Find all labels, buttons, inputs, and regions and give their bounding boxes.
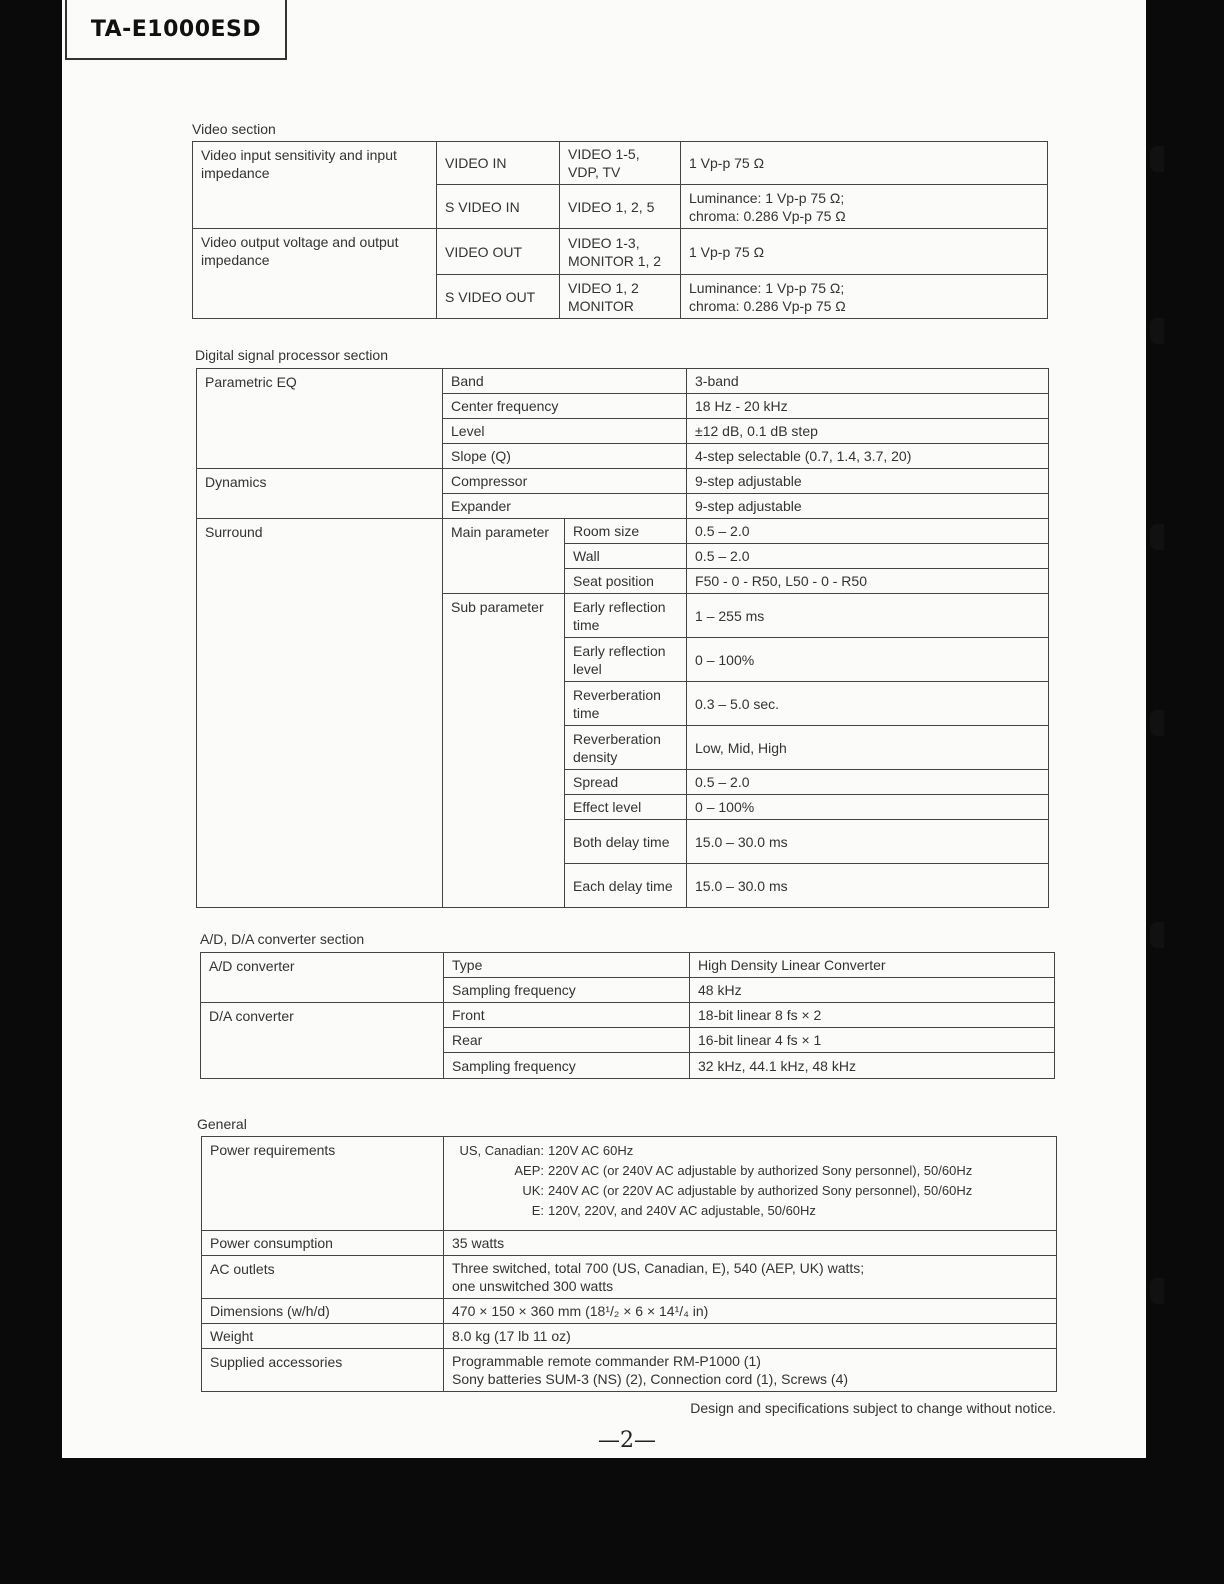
compressor-label: Compressor xyxy=(443,469,687,494)
eq-slope-value: 4-step selectable (0.7, 1.4, 3.7, 20) xyxy=(687,444,1049,469)
wall-value: 0.5 – 2.0 xyxy=(687,544,1049,569)
surround-label: Surround xyxy=(197,519,443,908)
s-video-out-channels: VIDEO 1, 2 MONITOR xyxy=(560,275,681,319)
binder-hole-mark xyxy=(1150,146,1164,172)
sub-parameter-label: Sub parameter xyxy=(443,594,565,908)
da-front-value: 18-bit linear 8 fs × 2 xyxy=(690,1003,1055,1028)
both-delay-time-label: Both delay time xyxy=(565,820,687,864)
ad-sampling-value: 48 kHz xyxy=(690,978,1055,1003)
early-reflection-level-label: Early reflection level xyxy=(565,638,687,682)
spec-line: chroma: 0.286 Vp-p 75 Ω xyxy=(689,207,846,224)
video-out-channels: VIDEO 1-3, MONITOR 1, 2 xyxy=(560,229,681,275)
da-rear-value: 16-bit linear 4 fs × 1 xyxy=(690,1028,1055,1053)
each-delay-time-label: Each delay time xyxy=(565,864,687,908)
s-video-in-spec xyxy=(681,185,1048,229)
s-video-out-spec xyxy=(681,275,1048,319)
eq-center-label: Center frequency xyxy=(443,394,687,419)
power-spec: 220V AC (or 240V AC adjustable by authorized Sony personnel), 50/60Hz xyxy=(548,1163,973,1178)
ad-type-value: High Density Linear Converter xyxy=(690,953,1055,978)
dimensions-label: Dimensions (w/h/d) xyxy=(202,1299,444,1324)
ad-converter-label: A/D converter xyxy=(201,953,444,1003)
reverberation-time-value: 0.3 – 5.0 sec. xyxy=(687,682,1049,726)
s-video-in-channels: VIDEO 1, 2, 5 xyxy=(560,185,681,229)
spec-line: Luminance: 1 Vp-p 75 Ω; xyxy=(689,279,845,296)
da-front-label: Front xyxy=(444,1003,690,1028)
da-converter-label: D/A converter xyxy=(201,1003,444,1079)
spread-value: 0.5 – 2.0 xyxy=(687,770,1049,795)
disclaimer-note: Design and specifications subject to change without notice. xyxy=(690,1400,1056,1416)
accessories-label: Supplied accessories xyxy=(202,1349,444,1392)
power-spec: 120V, 220V, and 240V AC adjustable, 50/60Hz xyxy=(548,1203,816,1218)
wall-label: Wall xyxy=(565,544,687,569)
eq-center-value: 18 Hz - 20 kHz xyxy=(687,394,1049,419)
da-sampling-label: Sampling frequency xyxy=(444,1053,690,1079)
power-spec: 120V AC 60Hz xyxy=(548,1143,634,1158)
adda-section-title: A/D, D/A converter section xyxy=(200,931,365,947)
weight-value: 8.0 kg (17 lb 11 oz) xyxy=(444,1324,1057,1349)
s-video-out-connector: S VIDEO OUT xyxy=(437,275,560,319)
general-spec-table xyxy=(201,1136,1057,1392)
power-region: UK: xyxy=(522,1183,544,1198)
room-size-label: Room size xyxy=(565,519,687,544)
spec-line: Programmable remote commander RM-P1000 (1) xyxy=(452,1353,761,1369)
s-video-in-connector: S VIDEO IN xyxy=(437,185,560,229)
dsp-spec-table xyxy=(196,368,1049,908)
power-requirements-label: Power requirements xyxy=(202,1137,444,1231)
ad-type-label: Type xyxy=(444,953,690,978)
page-number: —2— xyxy=(598,1428,656,1453)
spec-line: Luminance: 1 Vp-p 75 Ω; xyxy=(689,189,845,206)
da-sampling-value: 32 kHz, 44.1 kHz, 48 kHz xyxy=(690,1053,1055,1079)
reverberation-density-label: Reverberation density xyxy=(565,726,687,770)
power-region: AEP: xyxy=(514,1163,544,1178)
eq-level-value: ±12 dB, 0.1 dB step xyxy=(687,419,1049,444)
power-region: US, Canadian: xyxy=(459,1143,544,1158)
power-consumption-label: Power consumption xyxy=(202,1231,444,1256)
expander-label: Expander xyxy=(443,494,687,519)
spec-line: one unswitched 300 watts xyxy=(452,1278,614,1294)
adda-spec-table xyxy=(200,952,1055,1079)
parametric-eq-label: Parametric EQ xyxy=(197,369,443,469)
eq-level-label: Level xyxy=(443,419,687,444)
power-region: E: xyxy=(531,1203,544,1218)
compressor-value: 9-step adjustable xyxy=(687,469,1049,494)
binder-hole-mark xyxy=(1150,524,1164,550)
binder-hole-mark xyxy=(1150,1278,1164,1304)
power-consumption-value: 35 watts xyxy=(444,1231,1057,1256)
video-in-spec: 1 Vp-p 75 Ω xyxy=(681,142,1048,185)
early-reflection-level-value: 0 – 100% xyxy=(687,638,1049,682)
early-reflection-time-value: 1 – 255 ms xyxy=(687,594,1049,638)
spec-line: Sony batteries SUM-3 (NS) (2), Connection cord (1), Screws (4) xyxy=(452,1371,849,1387)
effect-level-label: Effect level xyxy=(565,795,687,820)
main-parameter-label: Main parameter xyxy=(443,519,565,594)
video-section-title: Video section xyxy=(192,121,276,137)
reverberation-time-label: Reverberation time xyxy=(565,682,687,726)
video-in-connector: VIDEO IN xyxy=(437,142,560,185)
dynamics-label: Dynamics xyxy=(197,469,443,519)
expander-value: 9-step adjustable xyxy=(687,494,1049,519)
spread-label: Spread xyxy=(565,770,687,795)
binder-hole-mark xyxy=(1150,922,1164,948)
eq-band-value: 3-band xyxy=(687,369,1049,394)
room-size-value: 0.5 – 2.0 xyxy=(687,519,1049,544)
seat-position-value: F50 - 0 - R50, L50 - 0 - R50 xyxy=(687,569,1049,594)
ac-outlets-label: AC outlets xyxy=(202,1256,444,1299)
video-out-connector: VIDEO OUT xyxy=(437,229,560,275)
effect-level-value: 0 – 100% xyxy=(687,795,1049,820)
reverberation-density-value: Low, Mid, High xyxy=(687,726,1049,770)
spec-line: Three switched, total 700 (US, Canadian, E), 540 (AEP, UK) watts; xyxy=(452,1260,865,1276)
da-rear-label: Rear xyxy=(444,1028,690,1053)
ac-outlets-value xyxy=(444,1256,1057,1299)
model-number: TA-E1000ESD xyxy=(65,0,287,60)
video-spec-table xyxy=(192,141,1048,319)
both-delay-time-value: 15.0 – 30.0 ms xyxy=(687,820,1049,864)
power-requirements-list xyxy=(452,1141,1048,1221)
early-reflection-time-label: Early reflection time xyxy=(565,594,687,638)
seat-position-label: Seat position xyxy=(565,569,687,594)
each-delay-time-value: 15.0 – 30.0 ms xyxy=(687,864,1049,908)
eq-slope-label: Slope (Q) xyxy=(443,444,687,469)
dimensions-value: 470 × 150 × 360 mm (18¹/₂ × 6 × 14¹/₄ in) xyxy=(444,1299,1057,1324)
power-requirements-value xyxy=(444,1137,1057,1231)
accessories-value xyxy=(444,1349,1057,1392)
spec-line: chroma: 0.286 Vp-p 75 Ω xyxy=(689,297,846,314)
general-section-title: General xyxy=(197,1116,247,1132)
video-in-channels: VIDEO 1-5, VDP, TV xyxy=(560,142,681,185)
video-input-label: Video input sensitivity and input impedance xyxy=(193,142,437,229)
binder-hole-mark xyxy=(1150,318,1164,344)
binder-hole-mark xyxy=(1150,710,1164,736)
video-output-label: Video output voltage and output impedance xyxy=(193,229,437,319)
dsp-section-title: Digital signal processor section xyxy=(195,347,388,363)
video-out-spec: 1 Vp-p 75 Ω xyxy=(681,229,1048,275)
ad-sampling-label: Sampling frequency xyxy=(444,978,690,1003)
eq-band-label: Band xyxy=(443,369,687,394)
power-spec: 240V AC (or 220V AC adjustable by authorized Sony personnel), 50/60Hz xyxy=(548,1183,973,1198)
weight-label: Weight xyxy=(202,1324,444,1349)
